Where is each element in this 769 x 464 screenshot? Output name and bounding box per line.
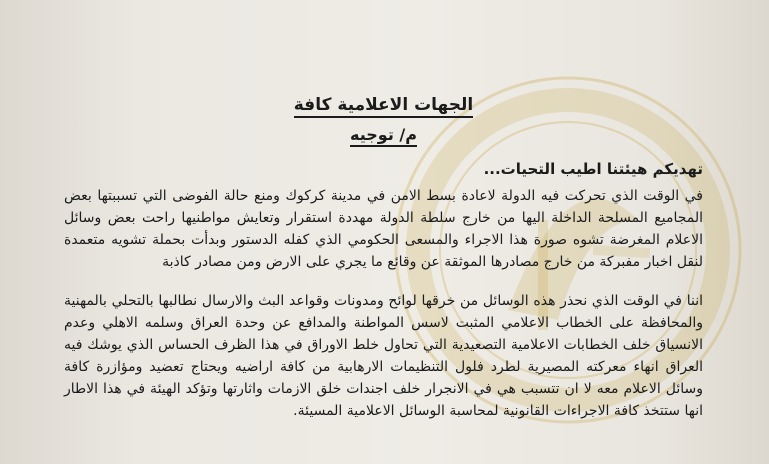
- letter-title: الجهات الاعلامية كافة: [64, 95, 703, 115]
- letter-greeting: تهديكم هيئتنا اطيب التحيات...: [483, 160, 703, 178]
- paragraph-1: في الوقت الذي تحركت فيه الدولة لاعادة بسط الامن في مدينة كركوك ومنع حالة الفوضى التي تسببتها بعض المجاميع المسلحة الداخلة اليها من خارج سلطة الدولة مهددة استقرار وتعايش مواطنيها راحت بعض وسائل الاعلام المغرضة تشوه صورة هذا الاجراء والمسعى الحكومي الذي كفله الدستور وبدأت بحملة تشويه متعمدة لنقل اخبار مفبركة من خارج مصادرها الموثقة عن وقائع ما يجري على الارض ومن مصادر كاذبة: [64, 188, 703, 270]
- letter-body: [64, 0, 703, 464]
- paragraph-2: اننا في الوقت الذي نحذر هذه الوسائل من خرقها لوائح ومدونات وقواعد البث والارسال نطالبها بالتحلي بالمهنية والمحافظة على الخطاب الاعلامي المثبت لاسس المواطنة والمدافع عن وحدة العراق وسلمه الاهلي وعدم الانسياق خلف الخطابات الاعلامية التصعيدية التي تحاول خلط الاوراق في هذا الظرف الحساس الذي يوشك فيه العراق انهاء معركته المصيرية لطرد فلول التنظيمات الارهابية من كافة اراضيه ويحتاج تعضيد ومؤازرة كافة وسائل الاعلام معه لا ان تتسبب هي في الانجرار خلف اجندات خلق الازمات واثارتها وتؤكد الهيئة في هذا الاطار انها ستتخذ كافة الاجراءات القانونية لمحاسبة الوسائل الاعلامية المسيئة.: [64, 293, 703, 419]
- letter-subject: م/ توجيه: [64, 125, 703, 144]
